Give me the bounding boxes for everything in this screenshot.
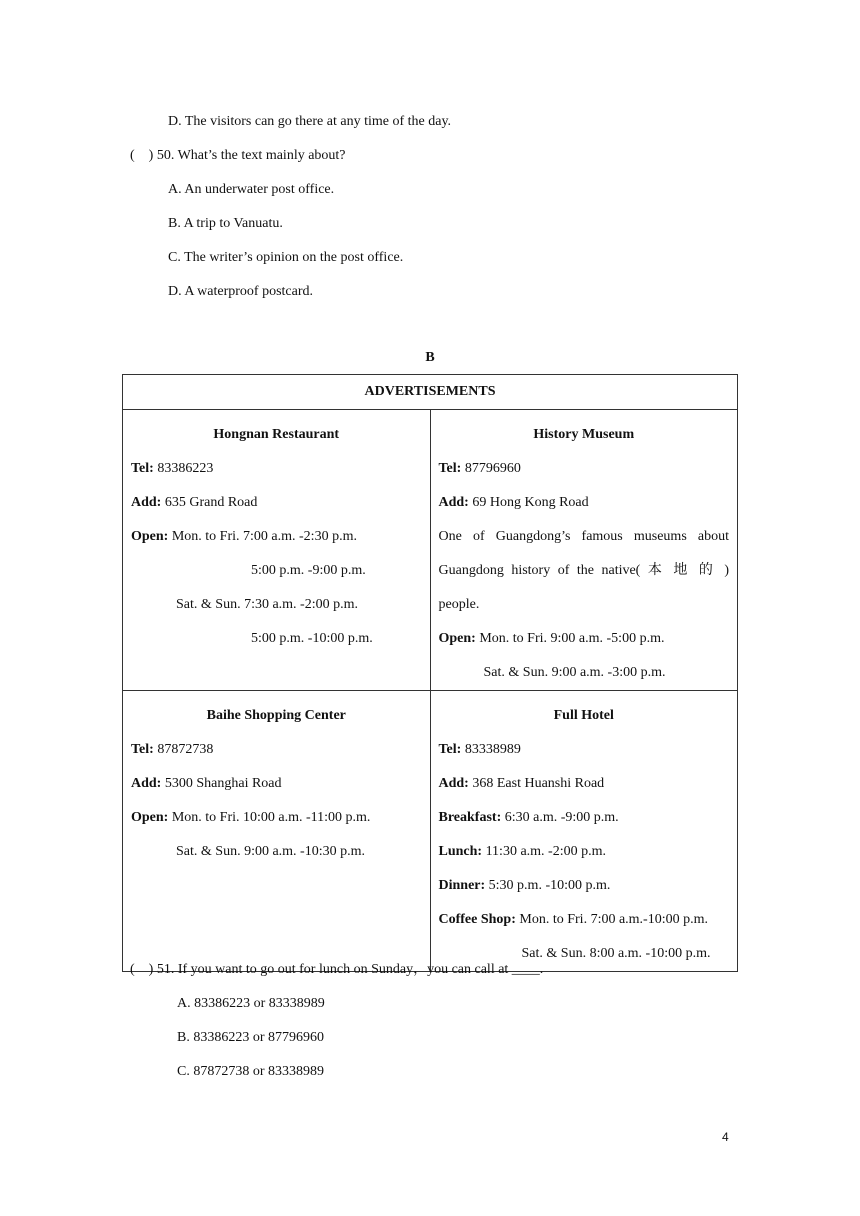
ad-full-hotel <box>430 691 738 972</box>
option-50-b: B. A trip to Vanuatu. <box>168 216 283 231</box>
open-label: Open: <box>131 810 169 825</box>
tel-value: 87796960 <box>464 461 521 476</box>
breakfast-label: Breakfast: <box>438 810 502 825</box>
open-hours: Sat. & Sun. 9:00 a.m. -3:00 p.m. <box>483 665 666 680</box>
tel-label: Tel: <box>131 742 154 757</box>
address-label: Add: <box>131 776 162 791</box>
open-hours: 5:00 p.m. -10:00 p.m. <box>251 631 373 646</box>
tel-value: 87872738 <box>157 742 214 757</box>
option-50-d: D. A waterproof postcard. <box>168 284 314 299</box>
lunch-label: Lunch: <box>438 844 483 859</box>
advertisements-header: ADVERTISEMENTS <box>123 375 738 410</box>
ad-title: History Museum <box>533 427 635 442</box>
coffee-shop-hours: Sat. & Sun. 8:00 a.m. -10:00 p.m. <box>521 946 711 961</box>
address-label: Add: <box>438 776 469 791</box>
coffee-shop-hours: Mon. to Fri. 7:00 a.m.-10:00 p.m. <box>519 912 709 927</box>
breakfast-hours: 6:30 a.m. -9:00 p.m. <box>504 810 619 825</box>
lunch-hours: 11:30 a.m. -2:00 p.m. <box>485 844 606 859</box>
ad-title: Hongnan Restaurant <box>213 427 340 442</box>
advertisements-table <box>122 374 738 972</box>
open-label: Open: <box>438 631 476 646</box>
ad-history-museum <box>430 410 738 691</box>
option-51-a: A. 83386223 or 83338989 <box>177 996 325 1011</box>
ad-title: Full Hotel <box>553 708 614 723</box>
question-51: ( ) 51. If you want to go out for lunch on Sunday，you can call at ____. <box>130 962 544 977</box>
ad-title: Baihe Shopping Center <box>206 708 346 723</box>
address-value: 69 Hong Kong Road <box>472 495 589 510</box>
address-value: 368 East Huanshi Road <box>472 776 605 791</box>
tel-label: Tel: <box>438 742 462 757</box>
tel-label: Tel: <box>131 461 154 476</box>
open-hours: Mon. to Fri. 10:00 a.m. -11:00 p.m. <box>171 810 371 825</box>
museum-description: people. <box>438 597 480 612</box>
option-50-a: A. An underwater post office. <box>168 182 335 197</box>
open-hours: Sat. & Sun. 7:30 a.m. -2:00 p.m. <box>176 597 358 612</box>
section-b-label: B <box>425 350 435 365</box>
option-50-c: C. The writer’s opinion on the post office. <box>168 250 404 265</box>
option-51-c: C. 87872738 or 83338989 <box>177 1064 324 1079</box>
open-hours: Sat. & Sun. 9:00 a.m. -10:30 p.m. <box>176 844 365 859</box>
open-hours: 5:00 p.m. -9:00 p.m. <box>251 563 366 578</box>
open-hours: Mon. to Fri. 7:00 a.m. -2:30 p.m. <box>171 529 357 544</box>
tel-value: 83338989 <box>464 742 521 757</box>
ad-hongnan-restaurant <box>123 410 431 691</box>
page-number: 4 <box>722 1130 729 1144</box>
question-50: ( ) 50. What’s the text mainly about? <box>130 148 346 163</box>
address-value: 635 Grand Road <box>164 495 258 510</box>
ad-baihe-shopping-center <box>123 691 431 972</box>
open-label: Open: <box>131 529 169 544</box>
dinner-hours: 5:30 p.m. -10:00 p.m. <box>488 878 611 893</box>
address-label: Add: <box>438 495 469 510</box>
open-hours: Mon. to Fri. 9:00 a.m. -5:00 p.m. <box>479 631 665 646</box>
museum-description: One of Guangdong’s famous museums about <box>438 529 729 544</box>
museum-description: Guangdong history of the native( 本 地 的 ) <box>438 563 729 578</box>
coffee-shop-label: Coffee Shop: <box>438 912 516 927</box>
option-51-b: B. 83386223 or 87796960 <box>177 1030 324 1045</box>
address-label: Add: <box>131 495 162 510</box>
address-value: 5300 Shanghai Road <box>164 776 282 791</box>
option-49-d: D. The visitors can go there at any time of the day. <box>168 114 452 129</box>
tel-label: Tel: <box>438 461 462 476</box>
dinner-label: Dinner: <box>438 878 486 893</box>
tel-value: 83386223 <box>157 461 214 476</box>
